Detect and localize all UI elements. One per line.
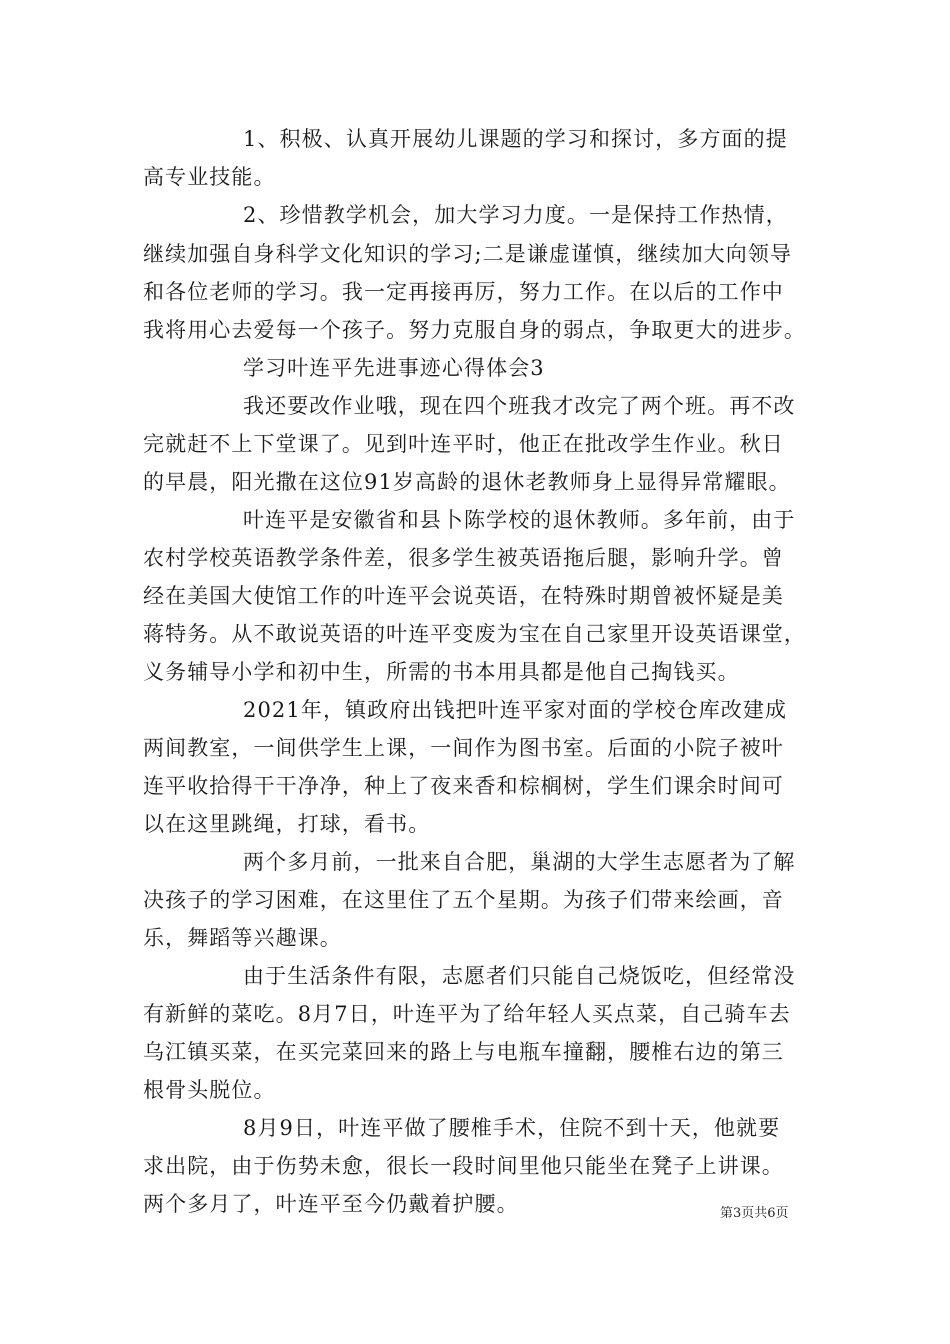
paragraph-line: 我将用心去爱每一个孩子。努力克服自身的弱点，争取更大的进步。: [143, 318, 806, 342]
paragraph-line: 两个多月了，叶连平至今仍戴着护腰。: [143, 1192, 519, 1216]
paragraph-line: 以在这里跳绳，打球，看书。: [143, 812, 431, 836]
paragraph-line: 两间教室，一间供学生上课，一间作为图书室。后面的小院子被叶: [143, 736, 784, 760]
paragraph-line: 继续加强自身科学文化知识的学习;二是谦虚谨慎，继续加大向领导: [143, 242, 793, 266]
paragraph-line: 和各位老师的学习。我一定再接再厉，努力工作。在以后的工作中: [143, 280, 784, 304]
paragraph-line: 叶连平是安徽省和县卜陈学校的退休教师。多年前，由于: [243, 508, 796, 532]
paragraph-line: 蒋特务。从不敢说英语的叶连平变废为宝在自己家里开设英语课堂，: [143, 622, 806, 646]
paragraph-line: 求出院，由于伤势未愈，很长一段时间里他只能坐在凳子上讲课。: [143, 1154, 784, 1178]
paragraph-line: 我还要改作业哦，现在四个班我才改完了两个班。再不改: [243, 394, 796, 418]
paragraph-line: 完就赶不上下堂课了。见到叶连平时，他正在批改学生作业。秋日: [143, 432, 784, 456]
paragraph-line: 农村学校英语教学条件差，很多学生被英语拖后腿，影响升学。曾: [143, 546, 784, 570]
paragraph-line: 2、珍惜教学机会，加大学习力度。一是保持工作热情，: [243, 203, 788, 227]
paragraph-line: 经在美国大使馆工作的叶连平会说英语，在特殊时期曾被怀疑是美: [143, 584, 784, 608]
paragraph-line: 2021年，镇政府出钱把叶连平家对面的学校仓库改建成: [243, 698, 788, 722]
paragraph-line: 的早晨，阳光撒在这位91岁高龄的退休老教师身上显得异常耀眼。: [143, 470, 791, 494]
paragraph-line: 乌江镇买菜，在买完菜回来的路上与电瓶车撞翻，腰椎右边的第三: [143, 1040, 784, 1064]
paragraph-line: 高专业技能。: [143, 165, 276, 189]
paragraph-line: 根骨头脱位。: [143, 1078, 276, 1102]
paragraph-line: 有新鲜的菜吃。8月7日，叶连平为了给年轻人买点菜，自己骑车去: [143, 1002, 791, 1026]
paragraph-line: 决孩子的学习困难，在这里住了五个星期。为孩子们带来绘画，音: [143, 888, 784, 912]
paragraph-line: 由于生活条件有限，志愿者们只能自己烧饭吃，但经常没: [243, 964, 796, 988]
section-heading: 学习叶连平先进事迹心得体会3: [243, 356, 545, 380]
paragraph-line: 义务辅导小学和初中生，所需的书本用具都是他自己掏钱买。: [143, 660, 740, 684]
paragraph-line: 乐，舞蹈等兴趣课。: [143, 926, 342, 950]
paragraph-line: 两个多月前，一批来自合肥，巢湖的大学生志愿者为了解: [243, 850, 796, 874]
paragraph-line: 1、积极、认真开展幼儿课题的学习和探讨，多方面的提: [243, 127, 788, 151]
page-footer: 第3页共6页: [720, 1206, 789, 1221]
paragraph-line: 连平收拾得干干净净，种上了夜来香和棕榈树，学生们课余时间可: [143, 774, 784, 798]
paragraph-line: 8月9日，叶连平做了腰椎手术，住院不到十天，他就要: [243, 1116, 781, 1140]
